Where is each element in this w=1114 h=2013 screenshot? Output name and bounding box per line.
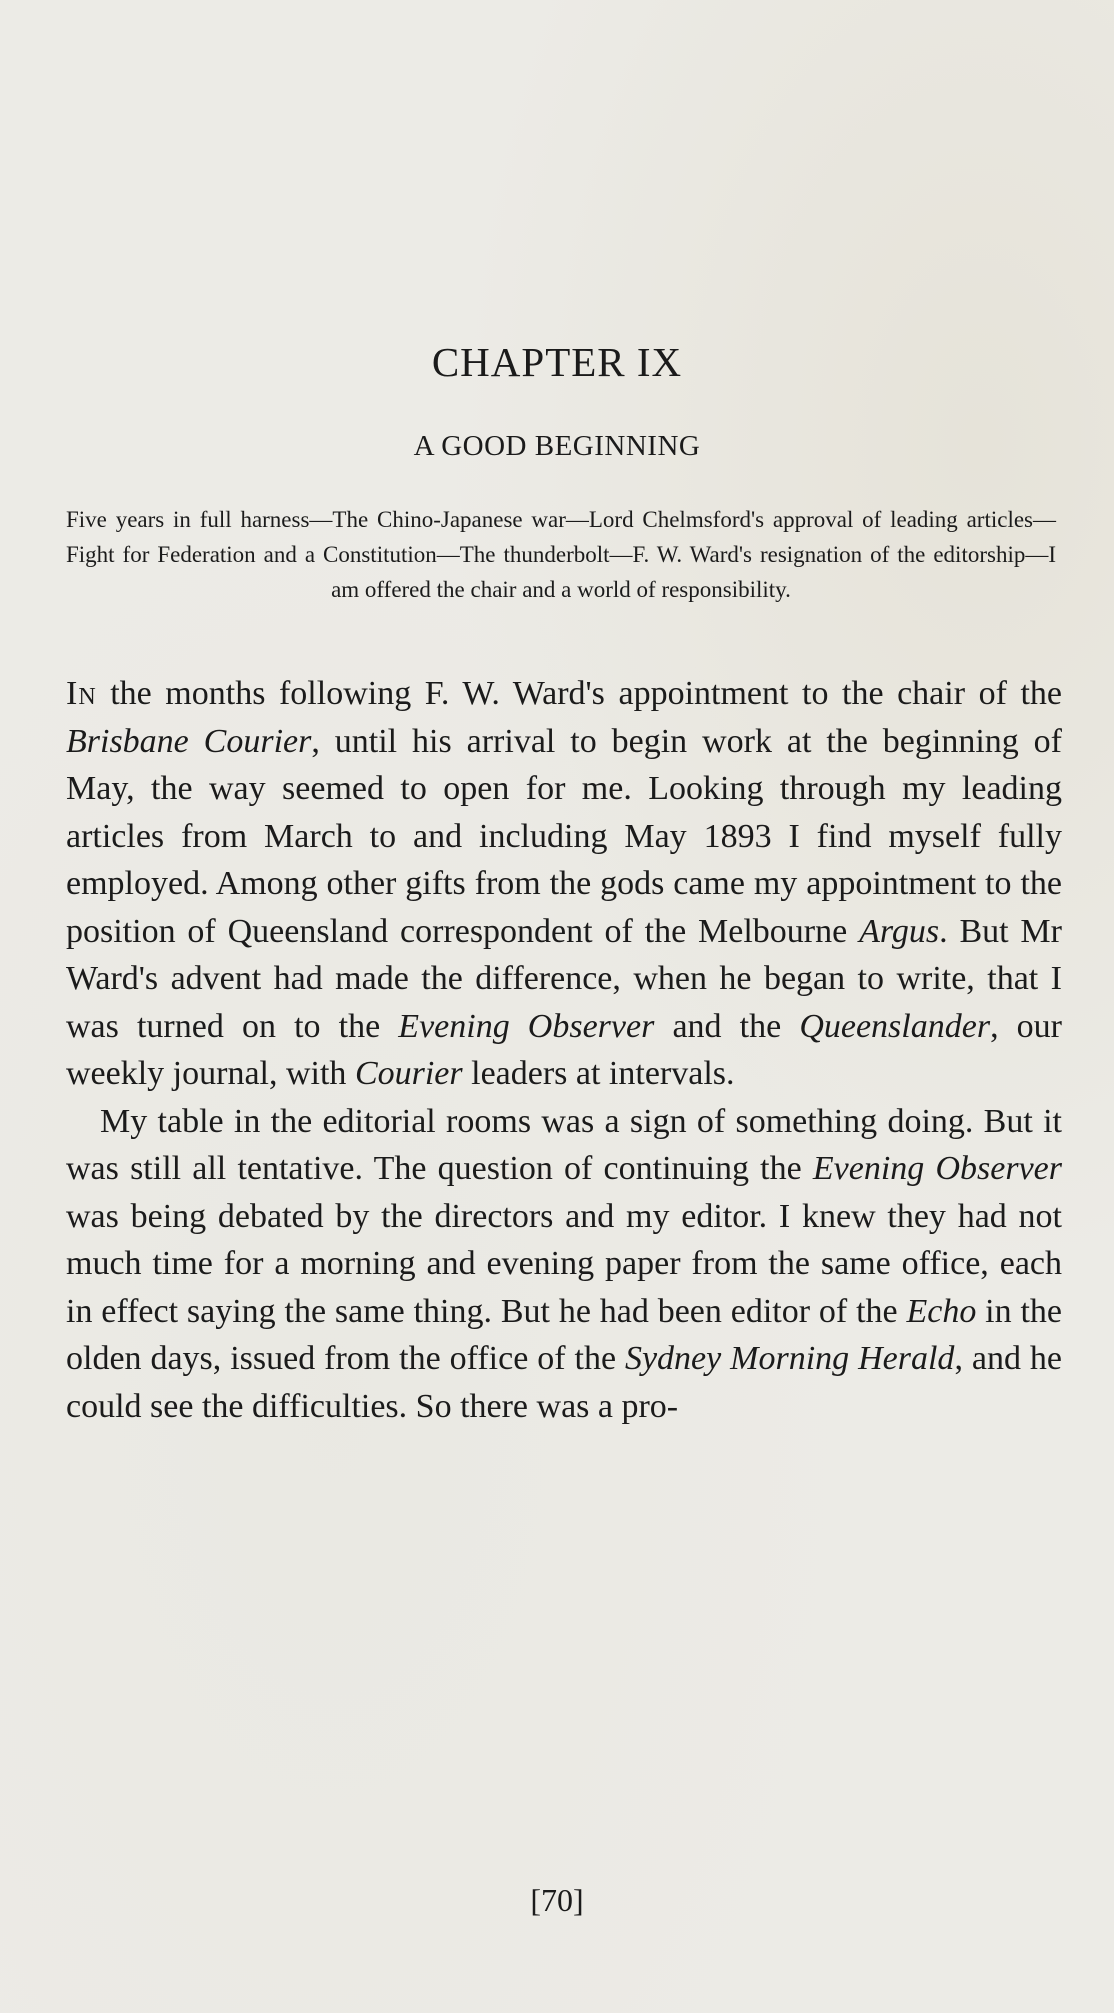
text-run: the months following F. W. Ward's appointment to the chair of the xyxy=(96,675,1062,712)
text-run: , and he could see the difficulties. So there was a pro- xyxy=(66,1340,1062,1425)
chapter-title: CHAPTER IX xyxy=(431,339,683,385)
paragraph xyxy=(66,1098,1062,1431)
chapter-subtitle: A GOOD BEGINNING xyxy=(413,430,701,462)
text-run: was being debated by the directors and my editor. I knew they had not much time for a morning and evening paper from the same office, each in effect saying the same thing. But he had been editor of the xyxy=(66,1197,1062,1330)
italic-title: Evening Observer xyxy=(812,1150,1062,1187)
italic-title: Echo xyxy=(906,1292,977,1330)
text-run: , our weekly journal, with xyxy=(66,1007,1062,1092)
text-run: and the xyxy=(654,1007,800,1045)
page-number: [70] xyxy=(530,1882,584,1918)
italic-title: Brisbane Courier xyxy=(66,722,312,760)
italic-title: Evening Observer xyxy=(398,1007,655,1045)
paragraph-opening-smallcaps: In xyxy=(66,675,97,712)
italic-title: Argus xyxy=(859,912,940,950)
paragraph xyxy=(66,670,1062,1098)
italic-title: Courier xyxy=(354,1055,463,1092)
text-run: My table in the editorial rooms was a sign of something doing. But it was still all tentative. The question of continuing the xyxy=(66,1102,1062,1187)
chapter-synopsis: Five years in full harness—The Chino-Japanese war—Lord Chelmsford's approval of leading articles—Fight for Federation and a Constitution—The thunderbolt—F. W. Ward's resignation of the editorship—I am offered the chair and a world of responsibility. xyxy=(66,507,1056,602)
text-run: . But Mr Ward's advent had made the difference, when he began to write, that I was turned on to the xyxy=(66,912,1062,1045)
italic-title: Sydney Morning Herald xyxy=(624,1340,955,1377)
text-run: in the olden days, issued from the office of the xyxy=(66,1292,1063,1377)
text-run: , until his arrival to begin work at the beginning of May, the way seemed to open for me. Looking through my leading articles from March to and including May 1893 I find myself fully employed. Among other gifts from the gods came my appointment to the position of Queensland correspondent of the Melbourne xyxy=(66,722,1062,950)
body-text xyxy=(66,670,1062,1430)
italic-title: Queenslander xyxy=(799,1007,991,1045)
text-run: leaders at intervals. xyxy=(462,1055,735,1092)
